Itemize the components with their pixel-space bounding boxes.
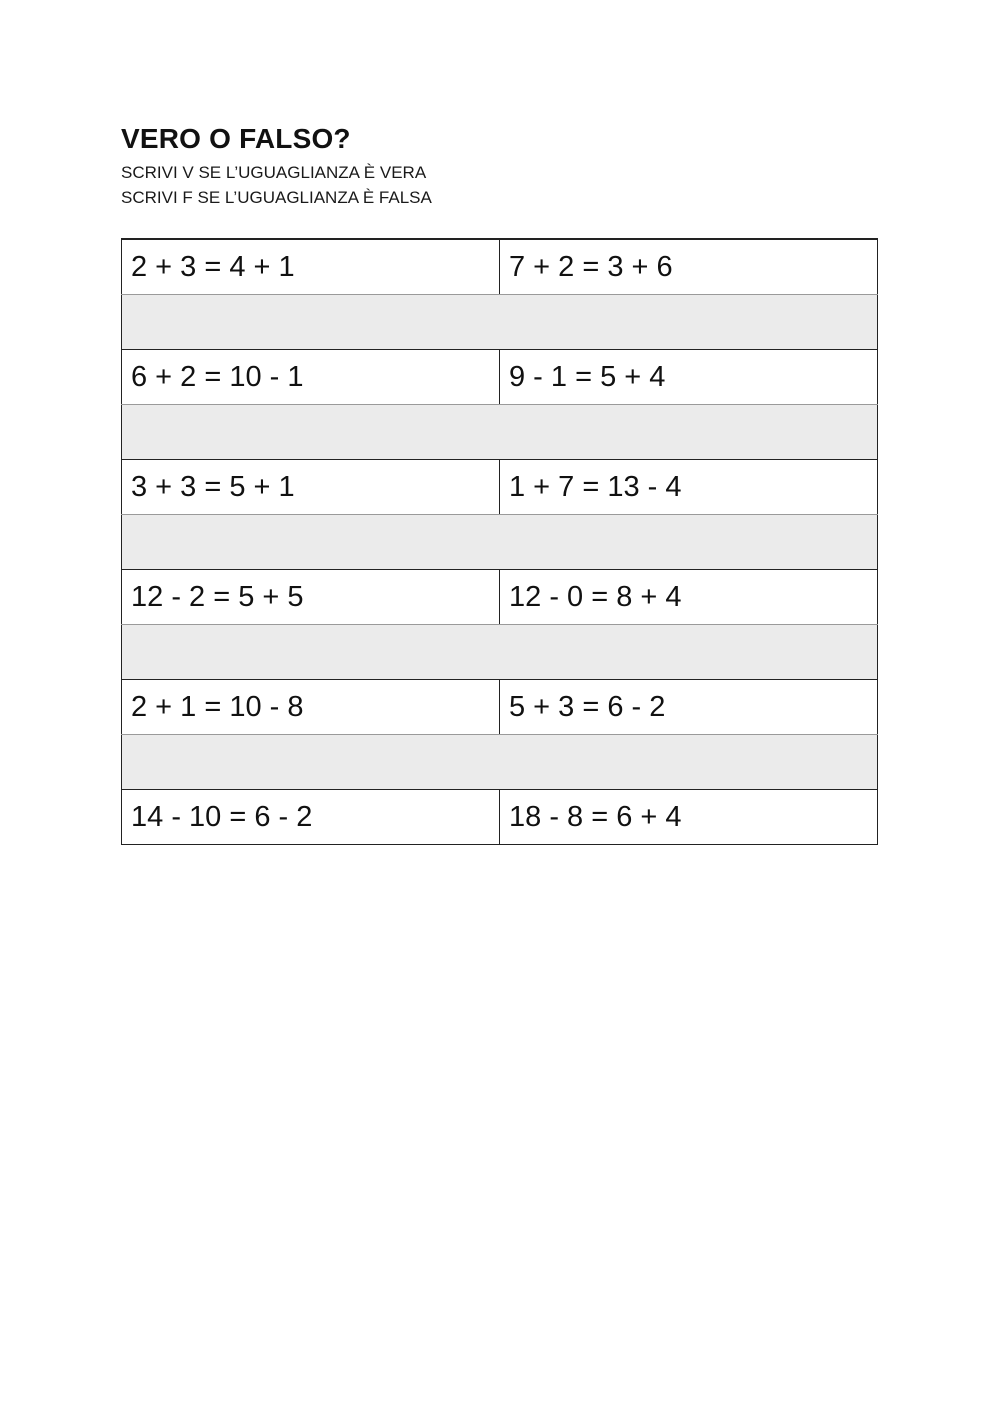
answer-field[interactable] <box>122 515 878 570</box>
answer-field[interactable] <box>122 405 878 460</box>
equality-row <box>122 790 878 845</box>
equality-cell: 12 - 2 = 5 + 5 <box>122 570 500 625</box>
equalities-table <box>121 238 878 845</box>
equality-cell: 12 - 0 = 8 + 4 <box>500 570 878 625</box>
equality-cell: 6 + 2 = 10 - 1 <box>122 350 500 405</box>
answer-field[interactable] <box>122 295 878 350</box>
equality-cell: 3 + 3 = 5 + 1 <box>122 460 500 515</box>
equality-cell: 2 + 1 = 10 - 8 <box>122 680 500 735</box>
equality-row <box>122 680 878 735</box>
answer-row <box>122 515 878 570</box>
equality-cell: 9 - 1 = 5 + 4 <box>500 350 878 405</box>
page-title: VERO O FALSO? <box>121 123 351 154</box>
equality-row <box>122 570 878 625</box>
answer-field[interactable] <box>122 625 878 680</box>
instruction-false: SCRIVI F SE L’UGUAGLIANZA È FALSA <box>121 188 432 207</box>
answer-row <box>122 625 878 680</box>
answer-row <box>122 735 878 790</box>
answer-row <box>122 295 878 350</box>
equality-cell: 18 - 8 = 6 + 4 <box>500 790 878 845</box>
answer-field[interactable] <box>122 735 878 790</box>
equality-cell: 2 + 3 = 4 + 1 <box>122 239 500 295</box>
equality-cell: 5 + 3 = 6 - 2 <box>500 680 878 735</box>
equality-row <box>122 460 878 515</box>
equality-row <box>122 350 878 405</box>
equality-row <box>122 239 878 295</box>
answer-row <box>122 405 878 460</box>
equality-cell: 1 + 7 = 13 - 4 <box>500 460 878 515</box>
instruction-true: SCRIVI V SE L’UGUAGLIANZA È VERA <box>121 163 427 182</box>
equality-cell: 14 - 10 = 6 - 2 <box>122 790 500 845</box>
equality-cell: 7 + 2 = 3 + 6 <box>500 239 878 295</box>
